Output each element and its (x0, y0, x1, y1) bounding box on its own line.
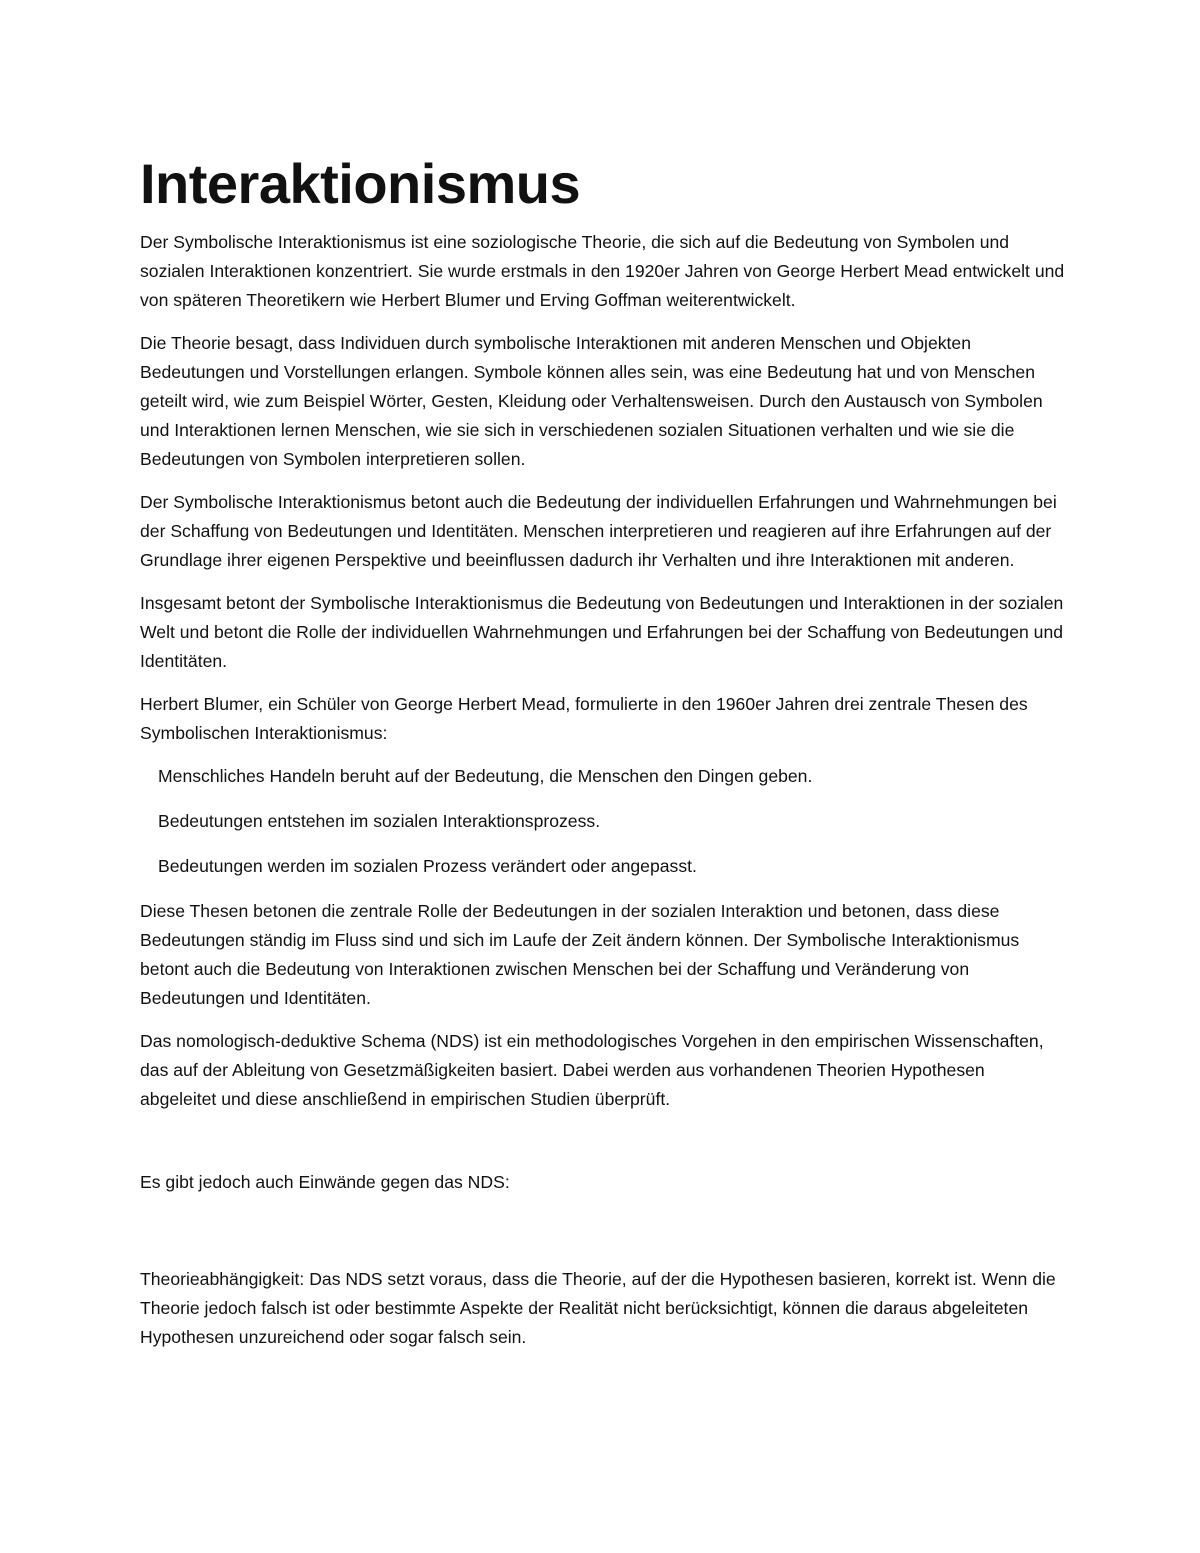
paragraph-theory: Die Theorie besagt, dass Individuen durch symbolische Interaktionen mit anderen Menschen und Objekten Bedeutungen und Vorstellungen erlangen. Symbole können alles sein, was eine Bedeutung hat und von Menschen geteilt wird, wie zum Beispiel Wörter, Gesten, Kleidung oder Verhaltensweisen. Durch den Austausch von Symbolen und Interaktionen lernen Menschen, wie sie sich in verschiedenen sozialen Situationen verhalten und wie sie die Bedeutungen von Symbolen interpretieren sollen. (140, 333, 1043, 469)
paragraph-summary: Insgesamt betont der Symbolische Interaktionismus die Bedeutung von Bedeutungen und Interaktionen in der sozialen Welt und betont die Rolle der individuellen Wahrnehmungen und Erfahrungen bei der Schaffung von Bedeutungen und Identitäten. (140, 593, 1064, 671)
blank-line (140, 1211, 1065, 1265)
paragraph-experiences: Der Symbolische Interaktionismus betont auch die Bedeutung der individuellen Erfahrungen und Wahrnehmungen bei der Schaffung von Bedeutungen und Identitäten. Menschen interpretieren und reagieren auf ihre Erfahrungen auf der Grundlage ihrer eigenen Perspektive und beeinflussen dadurch ihr Verhalten und ihre Interaktionen mit anderen. (140, 492, 1057, 570)
paragraph-intro: Der Symbolische Interaktionismus ist eine soziologische Theorie, die sich auf die Bedeutung von Symbolen und sozialen Interaktionen konzentriert. Sie wurde erstmals in den 1920er Jahren von George Herbert Mead entwickelt und von späteren Theoretikern wie Herbert Blumer und Erving Goffman weiterentwickelt. (140, 232, 1065, 310)
paragraph-theses-discussion: Diese Thesen betonen die zentrale Rolle der Bedeutungen in der sozialen Interaktion und betonen, dass diese Bedeutungen ständig im Fluss sind und sich im Laufe der Zeit ändern können. Der Symbolische Interaktionismus betont auch die Bedeutung von Interaktionen zwischen Menschen bei der Schaffung und Veränderung von Bedeutungen und Identitäten. (140, 901, 1020, 1008)
objections-intro: Es gibt jedoch auch Einwände gegen das NDS: (140, 1172, 510, 1192)
document-title: Interaktionismus (140, 152, 581, 215)
blank-line (140, 1128, 1065, 1168)
paragraph-blumer: Herbert Blumer, ein Schüler von George Herbert Mead, formulierte in den 1960er Jahren drei zentrale Thesen des Symbolischen Interaktionismus: (140, 694, 1028, 743)
paragraph-nds: Das nomologisch-deduktive Schema (NDS) ist ein methodologisches Vorgehen in den empirischen Wissenschaften, das auf der Ableitung von Gesetzmäßigkeiten basiert. Dabei werden aus vorhandenen Theorien Hypothesen abgeleitet und diese anschließend in empirischen Studien überprüft. (140, 1031, 1044, 1109)
thesis-item: Bedeutungen entstehen im sozialen Interaktionsprozess. (158, 811, 601, 831)
thesis-item: Menschliches Handeln beruht auf der Bedeutung, die Menschen den Dingen geben. (158, 766, 813, 786)
objection-theory-dependence: Theorieabhängigkeit: Das NDS setzt voraus, dass die Theorie, auf der die Hypothesen basieren, korrekt ist. Wenn die Theorie jedoch falsch ist oder bestimmte Aspekte der Realität nicht berücksichtigt, können die daraus abgeleiteten Hypothesen unzureichend oder sogar falsch sein. (140, 1269, 1056, 1347)
document-body (140, 150, 1065, 1366)
thesis-item: Bedeutungen werden im sozialen Prozess verändert oder angepasst. (158, 856, 697, 876)
